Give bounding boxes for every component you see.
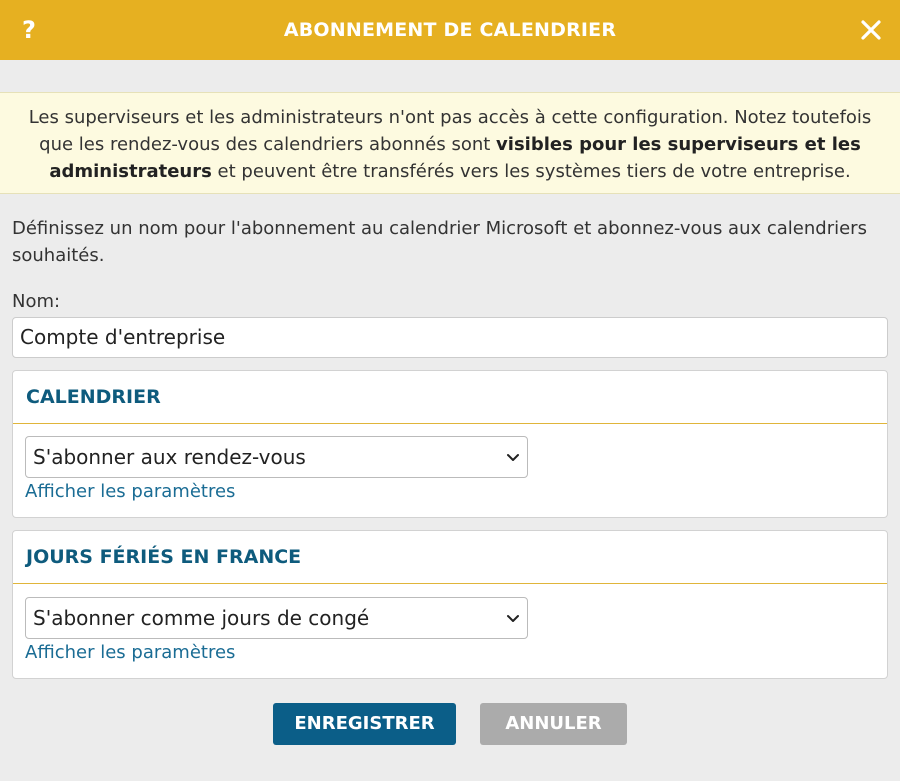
warning-notice	[0, 92, 900, 194]
holiday-subscription-select[interactable]	[25, 597, 528, 639]
dialog-title: ABONNEMENT DE CALENDRIER	[283, 19, 617, 41]
section-jours-feries	[12, 530, 888, 679]
intro-text: Définissez un nom pour l'abonnement au calendrier Microsoft et abonnez-vous aux calendriers souhaités.	[12, 218, 867, 266]
show-settings-link[interactable]: Afficher les paramètres	[25, 481, 236, 502]
name-label: Nom:	[12, 291, 61, 312]
notice-text-bold: visibles pour les superviseurs et les administrateurs	[49, 134, 861, 182]
dialog-titlebar	[0, 0, 900, 60]
select-value: S'abonner comme jours de congé	[33, 606, 370, 630]
notice-text-end: et peuvent être transférés vers les systèmes tiers de votre entreprise.	[211, 161, 851, 182]
select-value: S'abonner aux rendez-vous	[33, 445, 306, 469]
section-title: JOURS FÉRIÉS EN FRANCE	[13, 531, 887, 584]
notice-text-start: Les superviseurs et les administrateurs n'ont pas accès à cette configuration. Notez toutefois que les rendez-vous des calendriers abonnés sont	[28, 107, 872, 155]
show-settings-link[interactable]: Afficher les paramètres	[25, 642, 236, 663]
subscription-select[interactable]	[25, 436, 528, 478]
save-button[interactable]: ENREGISTRER	[273, 703, 456, 745]
chevron-down-icon	[505, 610, 521, 626]
name-input[interactable]: Compte d'entreprise	[12, 317, 888, 358]
close-icon	[856, 13, 886, 47]
cancel-button[interactable]: ANNULER	[480, 703, 627, 745]
section-calendrier	[12, 370, 888, 518]
section-title: CALENDRIER	[13, 371, 887, 424]
chevron-down-icon	[505, 449, 521, 465]
close-button[interactable]	[856, 13, 886, 47]
help-button[interactable]: ?	[22, 16, 36, 44]
